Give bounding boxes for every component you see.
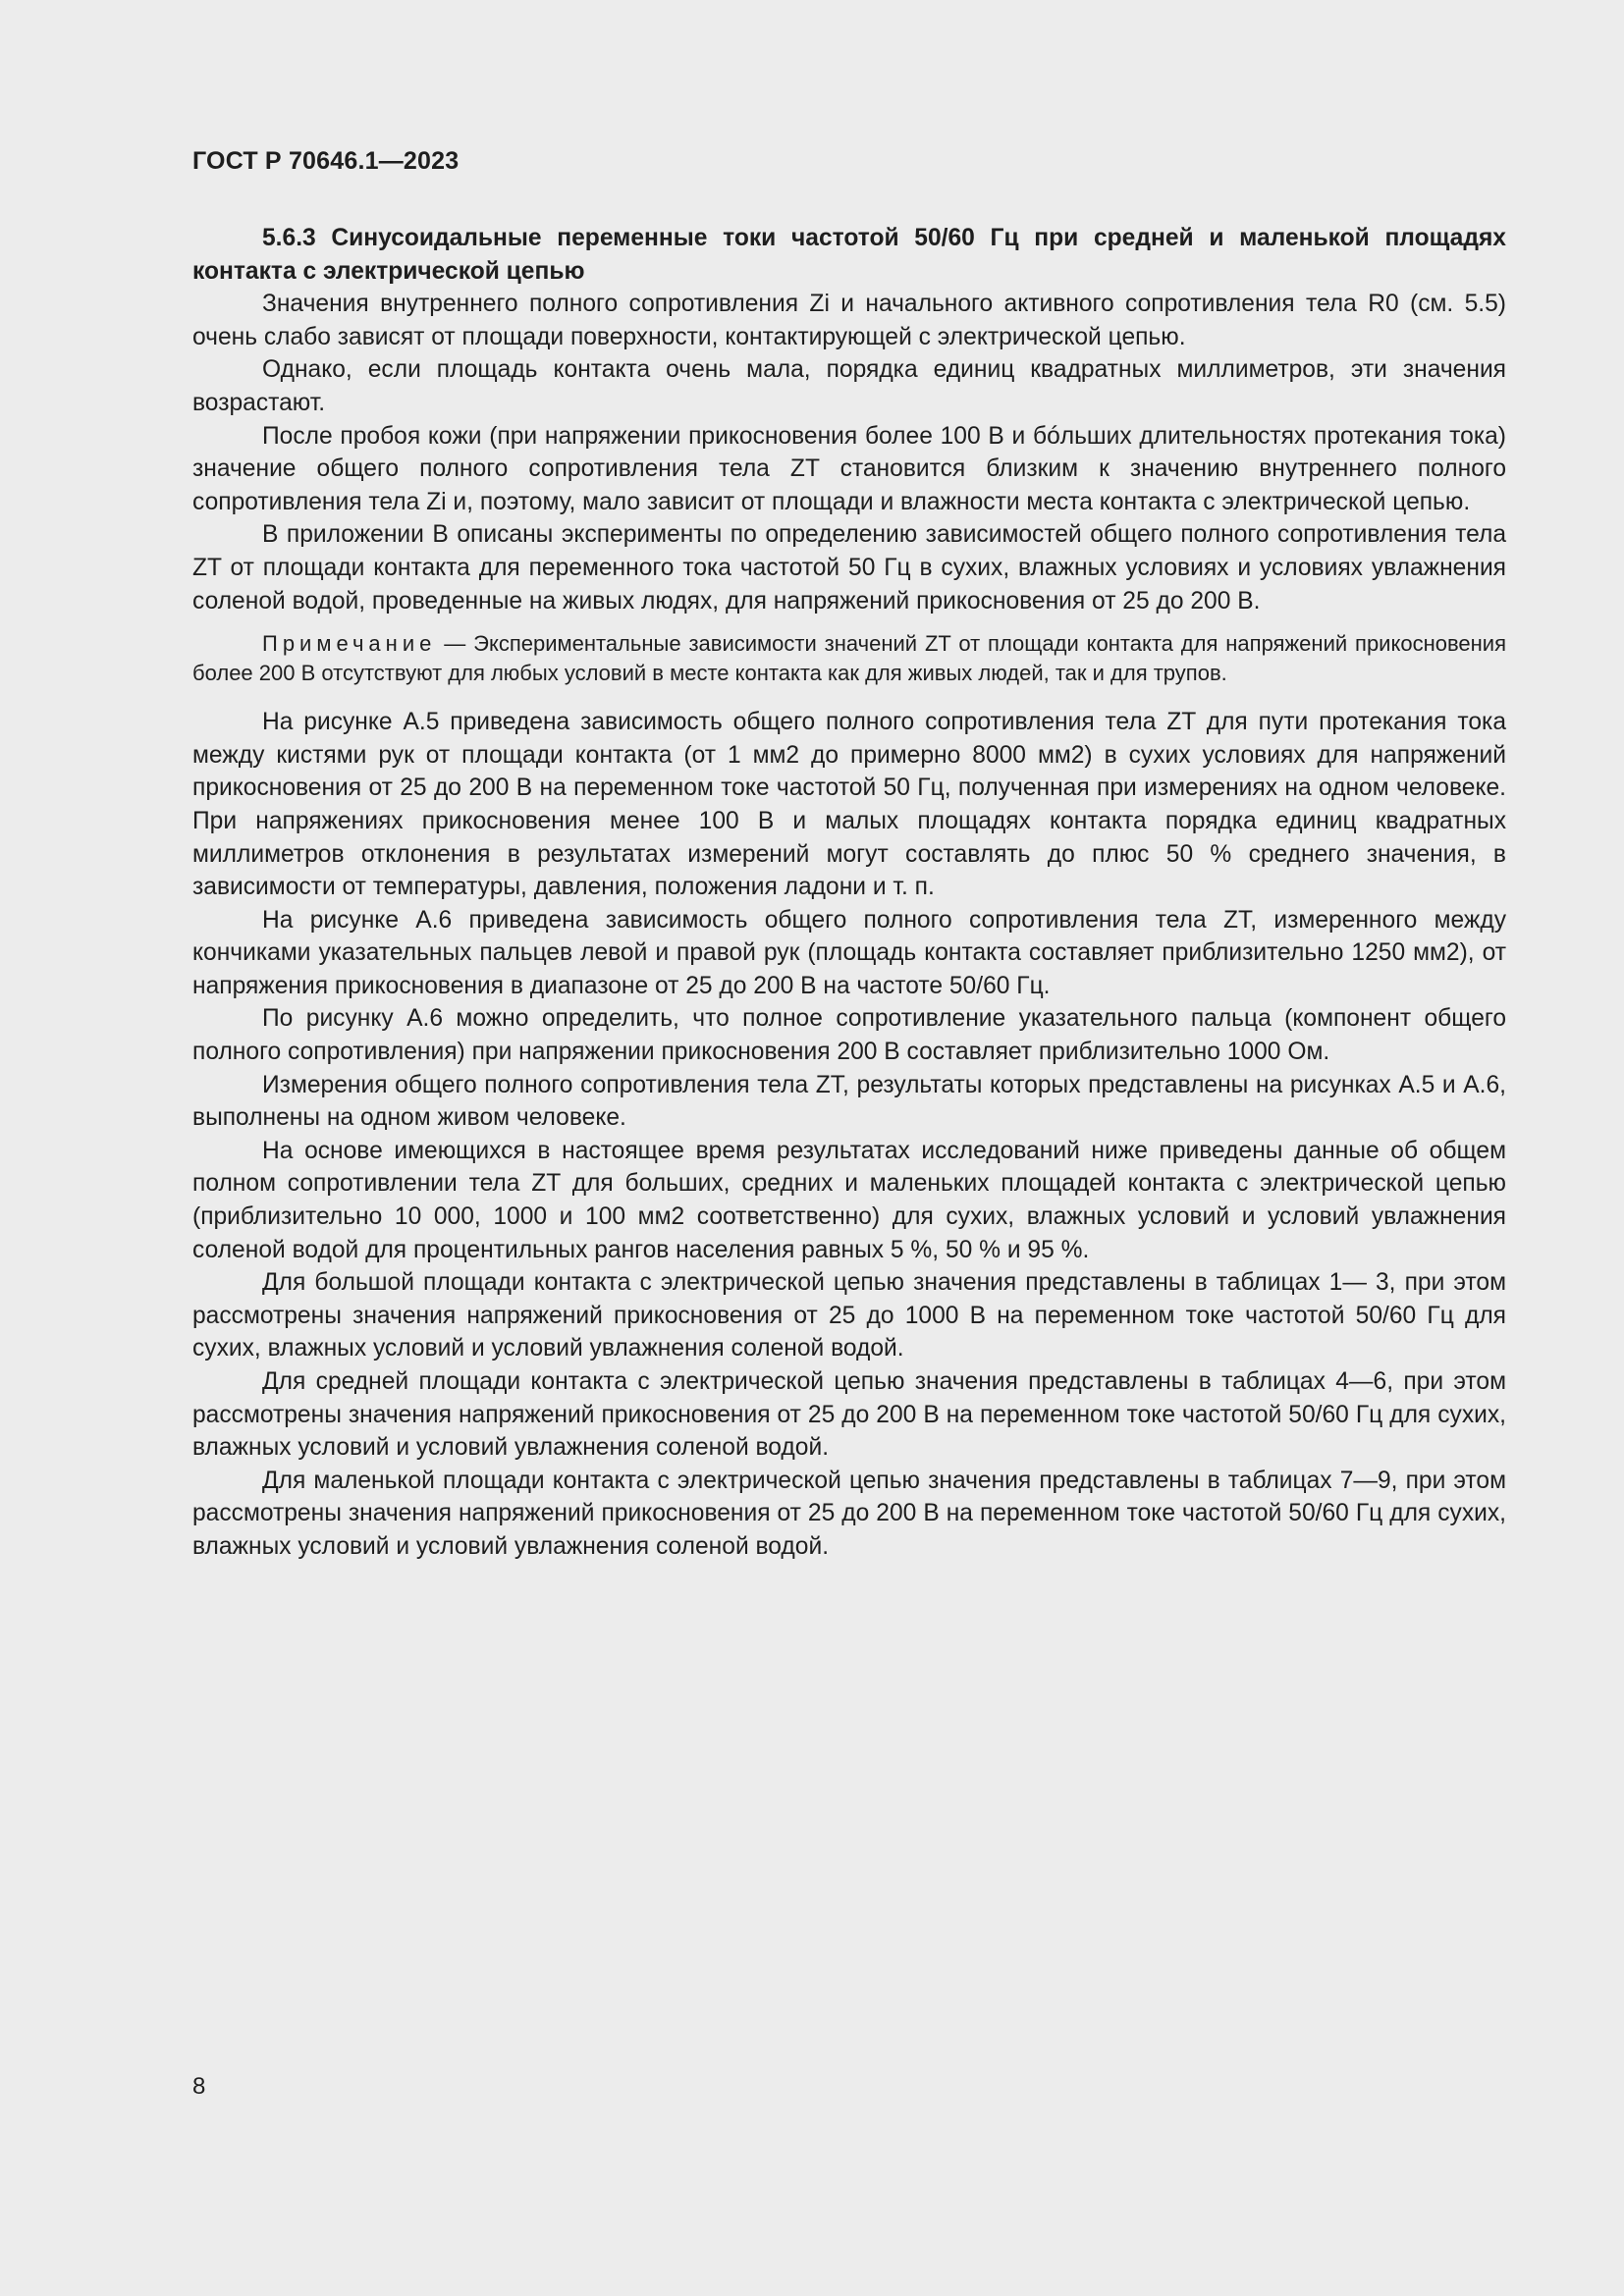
page-content bbox=[192, 222, 1506, 1564]
paragraph: Значения внутреннего полного сопротивления Zi и начального активного сопротивления тела R0 (см. 5.5) очень слабо зависят от площади поверхности, контактирующей с электрической цепью. bbox=[192, 291, 1506, 350]
paragraph: Для средней площади контакта с электрической цепью значения представлены в таблицах 4—6, при этом рассмотрены значения напряжений прикосновения от 25 до 200 В на переменном токе частотой 50/60 Гц для сухих, влажных условий и условий увлажнения соленой водой. bbox=[192, 1368, 1506, 1462]
paragraph: Для маленькой площади контакта с электрической цепью значения представлены в таблицах 7—9, при этом рассмотрены значения напряжений прикосновения от 25 до 200 В на переменном токе частотой 50/60 Гц для сухих, влажных условий и условий увлажнения соленой водой. bbox=[192, 1467, 1506, 1560]
note-label: Примечание bbox=[262, 631, 437, 657]
paragraph: На рисунке А.6 приведена зависимость общего полного сопротивления тела ZT, измеренного между кончиками указательных пальцев левой и правой рук (площадь контакта составляет приблизительно 1250 мм2), от напряжения прикосновения в диапазоне от 25 до 200 В на частоте 50/60 Гц. bbox=[192, 906, 1506, 999]
paragraph: Измерения общего полного сопротивления тела ZT, результаты которых представлены на рисунках А.5 и А.6, выполнены на одном живом человеке. bbox=[192, 1071, 1506, 1132]
page-number: 8 bbox=[192, 2073, 206, 2100]
paragraph: По рисунку А.6 можно определить, что полное сопротивление указательного пальца (компонент общего полного сопротивления) при напряжении прикосновения 200 В составляет приблизительно 1000 Ом. bbox=[192, 1005, 1506, 1066]
note-text: — Экспериментальные зависимости значений ZT от площади контакта для напряжений прикосновения более 200 В отсутствуют для любых условий в месте контакта как для живых людей, так и для трупов. bbox=[192, 631, 1506, 686]
note bbox=[192, 629, 1506, 688]
section-heading: 5.6.3 Синусоидальные переменные токи частотой 50/60 Гц при средней и маленькой площадях контакта с электрической цепью bbox=[192, 225, 1506, 285]
paragraph: Для большой площади контакта с электрической цепью значения представлены в таблицах 1— 3, при этом рассмотрены значения напряжений прикосновения от 25 до 1000 В на переменном токе частотой 50/60 Гц для сухих, влажных условий и условий увлажнения соленой водой. bbox=[192, 1269, 1506, 1362]
paragraph: На основе имеющихся в настоящее время результатах исследований ниже приведены данные об общем полном сопротивлении тела ZT для больших, средних и маленьких площадей контакта с электрической цепью (приблизительно 10 000, 1000 и 100 мм2 соответственно) для сухих, влажных условий и условий увлажнения соленой водой для процентильных рангов населения равных 5 %, 50 % и 95 %. bbox=[192, 1137, 1506, 1263]
paragraph: После пробоя кожи (при напряжении прикосновения более 100 В и бóльших длительностях протекания тока) значение общего полного сопротивления тела ZT становится близким к значению внутреннего полного сопротивления тела Zi и, поэтому, мало зависит от площади и влажности места контакта с электрической цепью. bbox=[192, 422, 1506, 515]
paragraph: На рисунке А.5 приведена зависимость общего полного сопротивления тела ZT для пути протекания тока между кистями рук от площади контакта (от 1 мм2 до примерно 8000 мм2) в сухих условиях для напряжений прикосновения от 25 до 200 В на переменном токе частотой 50 Гц, полученная при измерениях на одном человеке. При напряжениях прикосновения менее 100 В и малых площадях контакта порядка единиц квадратных миллиметров отклонения в результатах измерений могут составлять до плюс 50 % среднего значения, в зависимости от температуры, давления, положения ладони и т. п. bbox=[192, 709, 1506, 901]
paragraph: В приложении В описаны эксперименты по определению зависимостей общего полного сопротивления тела ZT от площади контакта для переменного тока частотой 50 Гц в сухих, влажных условиях и условиях увлажнения соленой водой, проведенные на живых людях, для напряжений прикосновения от 25 до 200 В. bbox=[192, 521, 1506, 614]
paragraph: Однако, если площадь контакта очень мала, порядка единиц квадратных миллиметров, эти значения возрастают. bbox=[192, 356, 1506, 416]
document-header: ГОСТ Р 70646.1—2023 bbox=[192, 147, 460, 175]
